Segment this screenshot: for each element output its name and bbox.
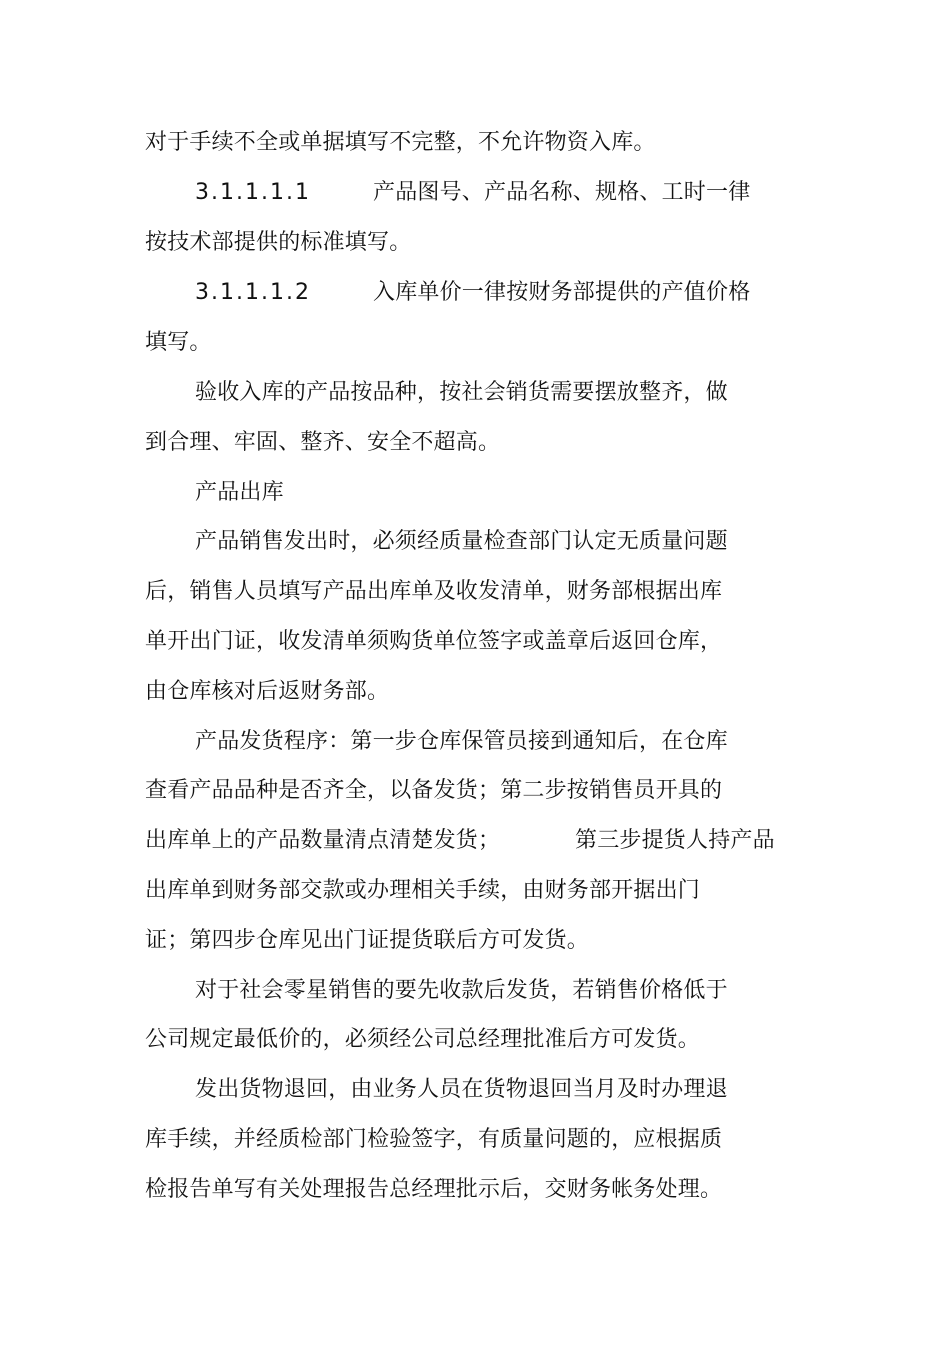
line-text: 证；第四步仓库见出门证提货联后方可发货。 <box>145 928 590 953</box>
line-text: 库手续，并经质检部门检验签字，有质量问题的，应根据质 <box>145 1127 723 1152</box>
line-text: 按技术部提供的标准填写。 <box>145 230 412 255</box>
line-text: 填写。 <box>145 330 212 355</box>
line-text-part: 出库单上的产品数量清点清楚发货； <box>145 828 501 853</box>
line-text: 由仓库核对后返财务部。 <box>145 679 390 704</box>
line-text: 发出货物退回，由业务人员在货物退回当月及时办理退 <box>195 1077 728 1102</box>
line-text: 验收入库的产品按品种，按社会销货需要摆放整齐，做 <box>195 380 728 405</box>
line-text: 公司规定最低价的，必须经公司总经理批准后方可发货。 <box>145 1027 701 1052</box>
line-text: 产品销售发出时，必须经质量检查部门认定无质量问题 <box>195 529 728 554</box>
clause-text: 入库单价一律按财务部提供的产值价格 <box>373 280 751 305</box>
clause-number: 3.1.1.1.2 <box>195 280 311 305</box>
clause-text: 产品图号、产品名称、规格、工时一律 <box>373 180 751 205</box>
line-text: 单开出门证，收发清单须购货单位签字或盖章后返回仓库， <box>145 629 723 654</box>
line-text: 检报告单写有关处理报告总经理批示后，交财务帐务处理。 <box>145 1177 723 1202</box>
line-text: 后，销售人员填写产品出库单及收发清单，财务部根据出库 <box>145 579 723 604</box>
clause-number: 3.1.1.1.1 <box>195 180 311 205</box>
heading-text: 产品出库 <box>195 480 284 505</box>
line-text: 查看产品品种是否齐全，以备发货；第二步按销售员开具的 <box>145 778 723 803</box>
line-text: 对于手续不全或单据填写不完整，不允许物资入库。 <box>145 130 656 155</box>
line-text: 出库单到财务部交款或办理相关手续，由财务部开据出门 <box>145 878 701 903</box>
line-text: 对于社会零星销售的要先收款后发货，若销售价格低于 <box>195 978 728 1003</box>
line-text: 产品发货程序：第一步仓库保管员接到通知后，在仓库 <box>195 729 728 754</box>
line-text-part: 第三步提货人持产品 <box>575 828 775 853</box>
line-text: 到合理、牢固、整齐、安全不超高。 <box>145 430 501 455</box>
